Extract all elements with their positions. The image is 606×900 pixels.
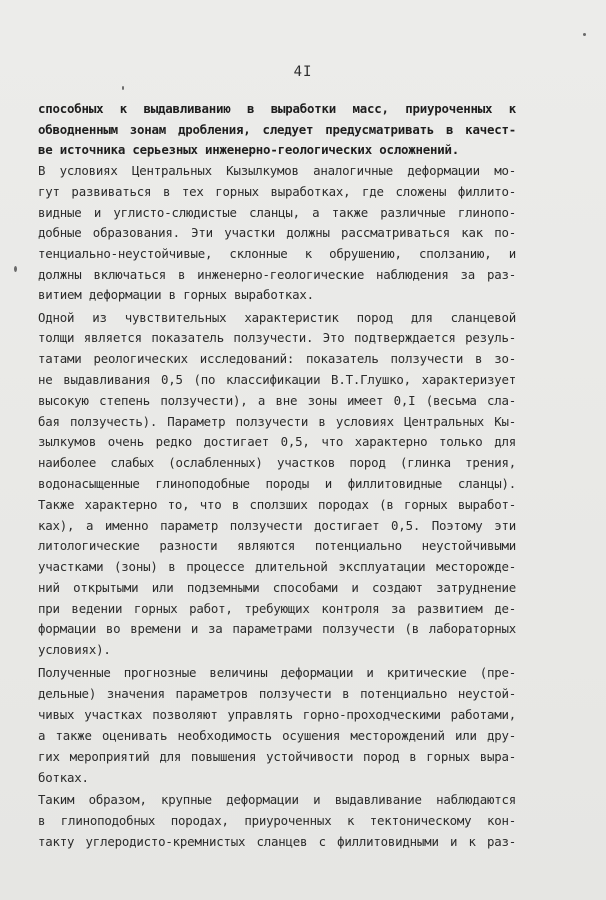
scan-speck bbox=[583, 33, 586, 36]
text-line: зылкумов очень редко достигает 0,5, что характерно только для bbox=[38, 434, 516, 449]
text-line: видные и углисто-слюдистые сланцы, а также различные глинопо- bbox=[38, 205, 516, 220]
text-line: Полученные прогнозные величины деформации и критические (пре- bbox=[38, 665, 516, 680]
text-line: способных к выдавливанию в выработки масс, приуроченных к bbox=[38, 101, 516, 116]
text-line: ках), а именно параметр ползучести достигает 0,5. Поэтому эти bbox=[38, 518, 516, 533]
text-line: ве источника серьезных инженерно-геологических осложнений. bbox=[38, 142, 460, 157]
text-line: а также оценивать необходимость осушения месторождений или дру- bbox=[38, 728, 516, 743]
text-line: формации во времени и за параметрами ползучести (в лабораторных bbox=[38, 621, 516, 636]
text-line: литологические разности являются потенциально неустойчивыми bbox=[38, 538, 516, 553]
text-line: такту углеродисто-кремнистых сланцев с филлитовидными и к раз- bbox=[38, 834, 516, 849]
text-line: водонасыщенные глиноподобные породы и филлитовидные сланцы). bbox=[38, 476, 516, 491]
text-line: обводненным зонам дробления, следует предусматривать в качест- bbox=[38, 122, 516, 137]
text-line: ботках. bbox=[38, 770, 89, 785]
text-line: тенциально-неустойчивые, склонные к обрушению, сползанию, и bbox=[38, 246, 516, 261]
text-line: татами реологических исследований: показатель ползучести в зо- bbox=[38, 351, 516, 366]
text-line: толщи является показатель ползучести. Это подтверждается резуль- bbox=[38, 330, 516, 345]
text-line: дельные) значения параметров ползучести в потенциально неустой- bbox=[38, 686, 516, 701]
text-line: Таким образом, крупные деформации и выдавливание наблюдаются bbox=[38, 792, 516, 807]
text-line: наиболее слабых (ослабленных) участков пород (глинка трения, bbox=[38, 455, 516, 470]
scan-speck bbox=[14, 266, 17, 272]
text-line: условиях). bbox=[38, 642, 111, 657]
text-line: добные образования. Эти участки должны рассматриваться как по- bbox=[38, 225, 516, 240]
page-number: 4I bbox=[293, 64, 313, 80]
text-line: гут развиваться в тех горных выработках, где сложены филлито- bbox=[38, 184, 516, 199]
text-line: В условиях Центральных Кызылкумов аналогичные деформации мо- bbox=[38, 163, 516, 178]
text-line: Одной из чувствительных характеристик пород для сланцевой bbox=[38, 310, 516, 325]
text-line: участками (зоны) в процессе длительной эксплуатации месторожде- bbox=[38, 559, 516, 574]
scan-speck bbox=[122, 86, 124, 90]
text-line: при ведении горных работ, требующих контроля за развитием де- bbox=[38, 601, 516, 616]
text-line: гих мероприятий для повышения устойчивости пород в горных выра- bbox=[38, 749, 516, 764]
text-line: не выдавливания 0,5 (по классификации В.Т.Глушко, характеризует bbox=[38, 372, 516, 387]
text-line: высокую степень ползучести), а вне зоны имеет 0,I (весьма сла- bbox=[38, 393, 516, 408]
text-line: Также характерно то, что в сползших породах (в горных выработ- bbox=[38, 497, 516, 512]
text-line: должны включаться в инженерно-геологические наблюдения за раз- bbox=[38, 267, 516, 282]
text-line: бая ползучесть). Параметр ползучести в условиях Центральных Кы- bbox=[38, 414, 516, 429]
text-line: ний открытыми или подземными способами и создают затруднение bbox=[38, 580, 516, 595]
text-line: в глиноподобных породах, приуроченных к тектоническому кон- bbox=[38, 813, 516, 828]
text-line: витием деформации в горных выработках. bbox=[38, 287, 314, 302]
text-line: чивых участках позволяют управлять горно-проходческими работами, bbox=[38, 707, 516, 722]
